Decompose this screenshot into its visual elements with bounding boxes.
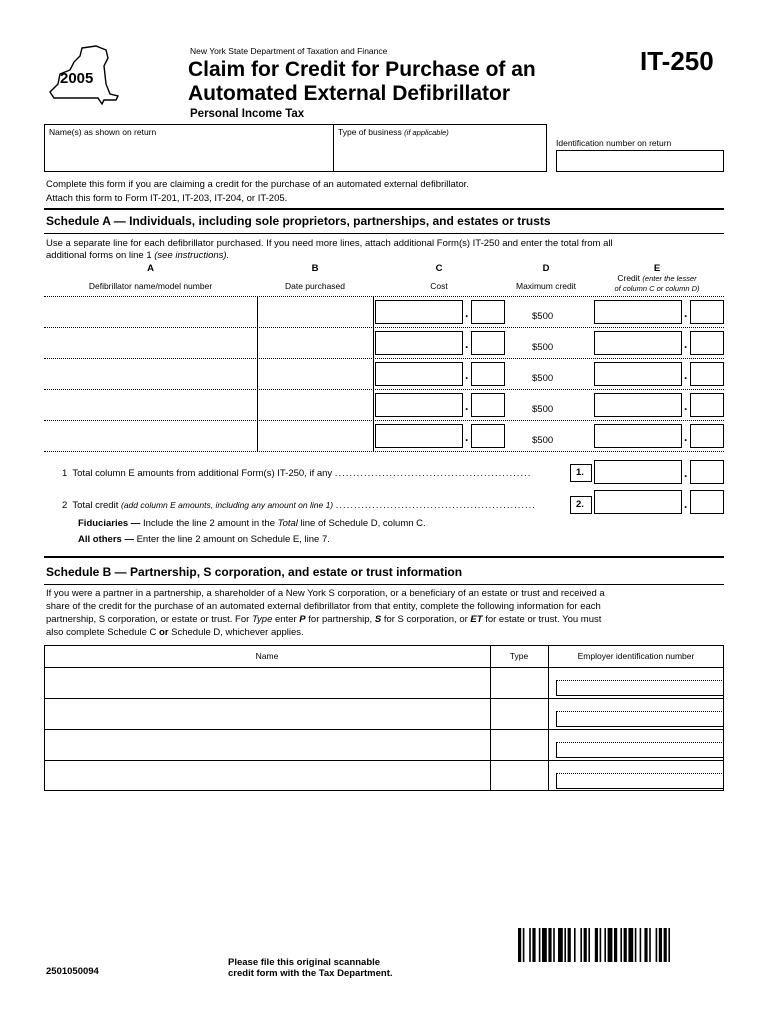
barcode-bar <box>542 928 547 962</box>
intro-line2: Attach this form to Form IT-201, IT-203, IT-204, or IT-205. <box>46 193 288 204</box>
barcode <box>518 928 726 968</box>
col-ein-header: Employer identification number <box>577 651 695 661</box>
line-2-number: 2 <box>62 500 68 511</box>
line-2-amount-input[interactable] <box>594 490 682 514</box>
barcode-bar <box>518 928 521 962</box>
decimal-point: . <box>465 337 469 351</box>
see-instructions: (see instructions). <box>154 250 230 261</box>
code-et: ET <box>470 614 483 625</box>
tax-year: 2005 <box>60 70 94 87</box>
barcode-bar <box>659 928 662 962</box>
row-divider <box>44 389 724 390</box>
barcode-bar <box>608 928 613 962</box>
defibrillator-name-input[interactable] <box>46 299 254 325</box>
defibrillator-name-input[interactable] <box>46 330 254 356</box>
barcode-bar <box>558 928 563 962</box>
maximum-credit-value: $500 <box>532 342 554 353</box>
col-c-letter: C <box>435 263 443 274</box>
barcode-bar <box>649 928 651 962</box>
col-e-label: Credit <box>617 273 641 283</box>
barcode-bar <box>568 928 571 962</box>
entity-name-input[interactable] <box>46 669 488 697</box>
schedule-b-heading: Schedule B — Partnership, S corporation, and estate or trust information <box>46 565 463 579</box>
credit-amount-input[interactable] <box>594 300 682 324</box>
schedule-a-heading: Schedule A — Individuals, including sole proprietors, partnerships, and estates or trusts <box>46 214 551 228</box>
schedule-b-instr-3c: for partnership, <box>308 614 373 625</box>
col-e-note-1: (enter the lesser <box>642 274 697 283</box>
schedule-b-type-word: Type <box>251 614 273 625</box>
id-number-label: Identification number on return <box>556 138 672 148</box>
form-subtitle: Personal Income Tax <box>190 108 305 120</box>
credit-cents-input[interactable] <box>690 331 724 355</box>
line-2-box-label: 2. <box>576 499 584 510</box>
col-c-label: Cost <box>430 281 448 291</box>
barcode-bar <box>624 928 627 962</box>
col-a-label: Defibrillator name/model number <box>88 281 213 291</box>
business-type-field[interactable] <box>333 124 547 172</box>
barcode-bar <box>614 928 617 962</box>
row-divider <box>44 729 724 730</box>
entity-type-input[interactable] <box>492 669 546 697</box>
defibrillator-name-input[interactable] <box>46 392 254 418</box>
cost-amount-input[interactable] <box>375 362 463 386</box>
col-b-letter: B <box>311 263 319 274</box>
department-name: New York State Department of Taxation and Finance <box>190 46 388 56</box>
ein-input[interactable] <box>556 742 724 758</box>
row-divider <box>44 698 724 699</box>
schedule-b-instr-2: share of the credit for the purchase of an automated external defibrillator from that entity, complete the following information for each <box>46 601 601 612</box>
decimal-point: . <box>684 466 688 480</box>
maximum-credit-value: $500 <box>532 311 554 322</box>
row-divider <box>44 327 724 328</box>
barcode-bar <box>620 928 622 962</box>
table-header-divider <box>44 296 724 297</box>
barcode-bar <box>539 928 541 962</box>
barcode-bar <box>644 928 647 962</box>
date-purchased-input[interactable] <box>260 423 370 449</box>
decimal-point: . <box>684 337 688 351</box>
schedule-b-instr-3a: partnership, S corporation, or estate or trust. For <box>46 614 250 625</box>
barcode-bar <box>574 928 576 962</box>
ein-input[interactable] <box>556 711 724 727</box>
barcode-bar <box>668 928 670 962</box>
line-2-text: Total credit <box>72 500 119 511</box>
schedule-b-instr-1: If you were a partner in a partnership, a shareholder of a New York S corporation, or a beneficiary of an estate or trust and received a <box>46 588 605 599</box>
barcode-bar <box>640 928 642 962</box>
barcode-bar <box>600 928 602 962</box>
barcode-bar <box>564 928 566 962</box>
row-divider <box>44 451 724 452</box>
col-type-header: Type <box>509 651 529 661</box>
decimal-point: . <box>465 399 469 413</box>
schedule-b-instr-4a: also complete Schedule C <box>46 627 157 638</box>
ein-input[interactable] <box>556 680 724 696</box>
code-s: S <box>374 614 382 625</box>
line-1-amount-input[interactable] <box>594 460 682 484</box>
entity-type-input[interactable] <box>492 700 546 728</box>
barcode-bar <box>635 928 637 962</box>
divider <box>44 584 724 585</box>
credit-amount-input[interactable] <box>594 424 682 448</box>
defibrillator-name-input[interactable] <box>46 423 254 449</box>
maximum-credit-value: $500 <box>532 373 554 384</box>
row-divider <box>44 420 724 421</box>
barcode-bar <box>532 928 535 962</box>
line-1-text: Total column E amounts from additional Form(s) IT-250, if any <box>72 468 333 479</box>
row-divider <box>44 760 724 761</box>
col-a-letter: A <box>147 263 154 274</box>
col-name-header: Name <box>255 651 279 661</box>
col-divider <box>257 296 258 451</box>
barcode-bar <box>584 928 587 962</box>
schedule-b-instr-3d: for S corporation, or <box>383 614 468 625</box>
entity-name-input[interactable] <box>46 700 488 728</box>
cost-amount-input[interactable] <box>375 424 463 448</box>
defibrillator-name-input[interactable] <box>46 361 254 387</box>
schedule-b-instr-3b: enter <box>275 614 297 625</box>
col-b-label: Date purchased <box>284 281 345 291</box>
line-1-label-box <box>570 464 592 482</box>
decimal-point: . <box>465 368 469 382</box>
decimal-point: . <box>684 497 688 511</box>
credit-cents-input[interactable] <box>690 424 724 448</box>
decimal-point: . <box>465 430 469 444</box>
col-e-note-2: of column C or column D) <box>614 284 700 293</box>
date-purchased-input[interactable] <box>260 361 370 387</box>
barcode-bar <box>553 928 555 962</box>
barcode-bar <box>664 928 667 962</box>
col-divider <box>373 296 374 451</box>
barcode-bar <box>595 928 598 962</box>
barcode-bar <box>580 928 582 962</box>
barcode-bar <box>523 928 525 962</box>
barcode-bar <box>604 928 606 962</box>
entity-name-input[interactable] <box>46 731 488 759</box>
cost-cents-input[interactable] <box>471 362 505 386</box>
filing-notice-2: credit form with the Tax Department. <box>228 968 393 979</box>
schedule-a-instr-1: Use a separate line for each defibrillator purchased. If you need more lines, attach additional Form(s) IT-250 and enter the total from all <box>46 238 613 249</box>
divider <box>44 556 724 558</box>
intro-line1: Complete this form if you are claiming a credit for the purchase of an automated external defibrillator. <box>46 179 469 190</box>
date-purchased-input[interactable] <box>260 392 370 418</box>
barcode-bar <box>588 928 590 962</box>
decimal-point: . <box>684 430 688 444</box>
col-e-letter: E <box>653 263 661 274</box>
cost-cents-input[interactable] <box>471 424 505 448</box>
maximum-credit-value: $500 <box>532 435 554 446</box>
schedule-a-instr-2: additional forms on line 1 <box>46 250 152 261</box>
schedule-b-instr-3e: for estate or trust. You must <box>485 614 602 625</box>
schedule-b-instr-4b: Schedule D, whichever applies. <box>171 627 304 638</box>
fiduciaries-text-a: Include the line 2 amount in the <box>142 518 275 529</box>
credit-amount-input[interactable] <box>594 331 682 355</box>
date-purchased-input[interactable] <box>260 299 370 325</box>
barcode-bar <box>628 928 633 962</box>
others-label: All others — <box>78 534 134 545</box>
credit-cents-input[interactable] <box>690 362 724 386</box>
divider <box>44 233 724 234</box>
form-title-line2: Automated External Defibrillator <box>188 82 511 105</box>
cost-amount-input[interactable] <box>375 331 463 355</box>
ein-input[interactable] <box>556 773 724 789</box>
row-divider <box>44 667 724 668</box>
cost-cents-input[interactable] <box>471 300 505 324</box>
state-map-logo <box>44 44 124 106</box>
business-type-label: Type of business <box>338 127 402 137</box>
form-title-line1: Claim for Credit for Purchase of an <box>188 58 536 81</box>
names-field[interactable] <box>44 124 334 172</box>
code-p: P <box>299 614 306 625</box>
fiduciaries-label: Fiduciaries — <box>78 518 141 529</box>
filing-notice-1: Please file this original scannable <box>228 957 381 968</box>
entity-name-input[interactable] <box>46 762 488 790</box>
divider <box>44 208 724 210</box>
schedule-b-or: or <box>159 627 169 638</box>
line-2-note: (add column E amounts, including any amount on line 1) <box>120 500 334 510</box>
date-purchased-input[interactable] <box>260 330 370 356</box>
barcode-bar <box>529 928 531 962</box>
entity-type-input[interactable] <box>492 731 546 759</box>
form-code: 2501050094 <box>46 966 99 977</box>
cost-amount-input[interactable] <box>375 393 463 417</box>
credit-amount-input[interactable] <box>594 362 682 386</box>
decimal-point: . <box>684 399 688 413</box>
cost-amount-input[interactable] <box>375 300 463 324</box>
line-1-number: 1 <box>62 468 68 479</box>
maximum-credit-value: $500 <box>532 404 554 415</box>
entity-type-input[interactable] <box>492 762 546 790</box>
cost-cents-input[interactable] <box>471 393 505 417</box>
credit-cents-input[interactable] <box>690 300 724 324</box>
barcode-bar <box>656 928 658 962</box>
credit-amount-input[interactable] <box>594 393 682 417</box>
credit-cents-input[interactable] <box>690 393 724 417</box>
id-number-input[interactable] <box>556 150 724 172</box>
line-2-cents-input[interactable] <box>690 490 724 514</box>
decimal-point: . <box>684 368 688 382</box>
cost-cents-input[interactable] <box>471 331 505 355</box>
decimal-point: . <box>684 306 688 320</box>
decimal-point: . <box>465 306 469 320</box>
line-1-box-label: 1. <box>576 467 584 478</box>
business-type-note: (if applicable) <box>404 128 449 137</box>
fiduciaries-total: Total <box>277 518 298 529</box>
line-2-label-box <box>570 496 592 514</box>
form-number: IT-250 <box>640 46 714 76</box>
col-d-letter: D <box>542 263 550 274</box>
col-d-label: Maximum credit <box>516 281 576 291</box>
names-label: Name(s) as shown on return <box>49 127 157 137</box>
barcode-icon <box>518 928 726 968</box>
row-divider <box>44 358 724 359</box>
others-text: Enter the line 2 amount on Schedule E, line 7. <box>136 534 330 545</box>
line-1-cents-input[interactable] <box>690 460 724 484</box>
fiduciaries-text-b: line of Schedule D, column C. <box>300 518 426 529</box>
barcode-bar <box>548 928 551 962</box>
